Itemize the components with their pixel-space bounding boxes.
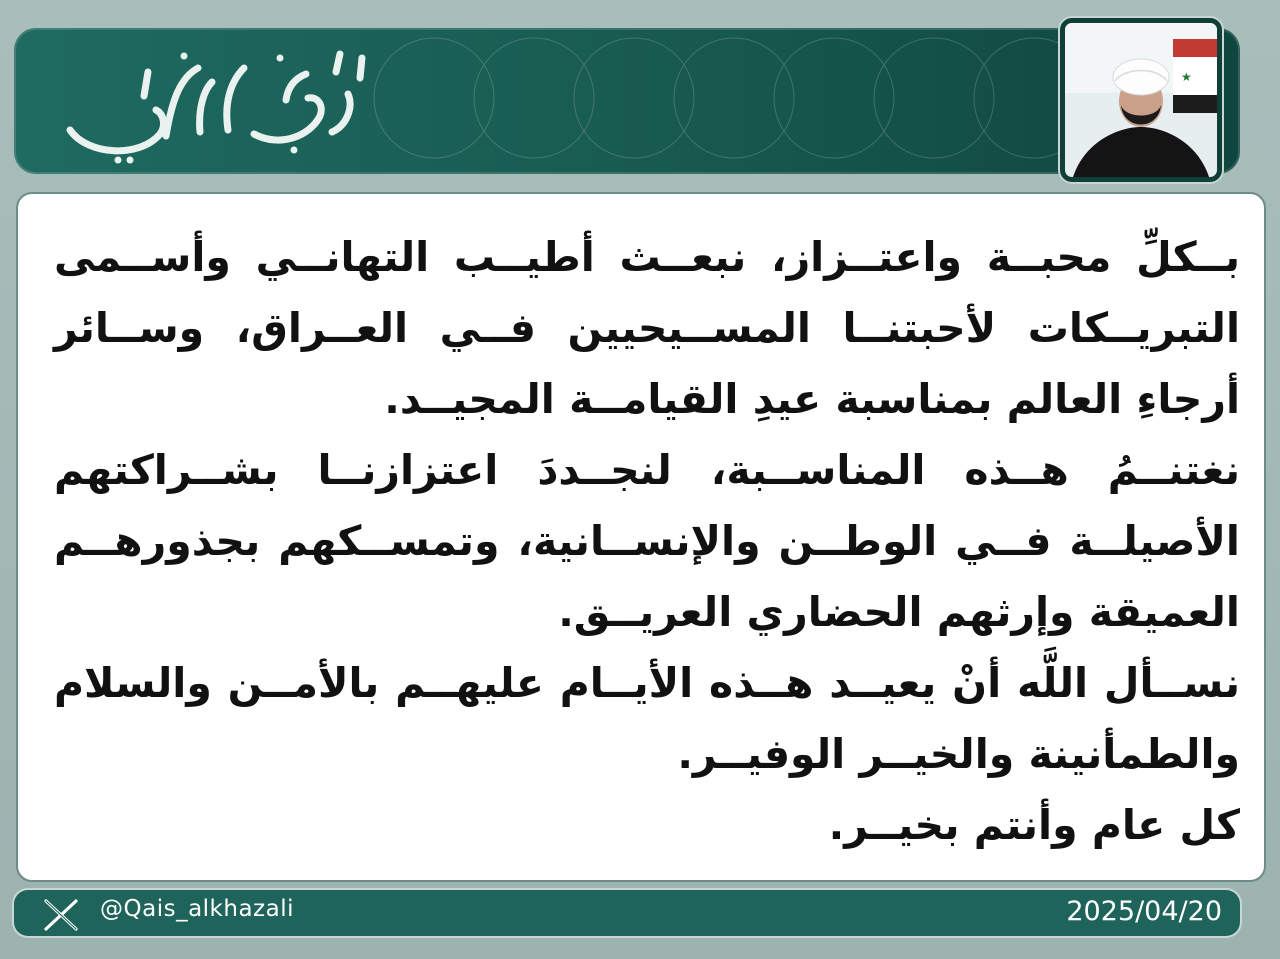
x-logo-icon[interactable] [36,897,86,933]
message-paragraph-4: كل عام وأنتم بخيــر. [828,801,1240,849]
footer-bar [14,890,1240,936]
message-text [54,222,1240,861]
calligraphy-logo [48,38,368,166]
message-paragraph-2: نغتنــمُ هــذه المناســبة، لنجــددَ اعتزازنــا بشــراكتهم الأصيلــة فــي الوطــن والإنســانية، وتمســكهم بجذورهــم العميقة وإرثهم الحضاري العريــق. [54,446,1240,636]
post-date: 2025/04/20 [1066,896,1222,927]
svg-text:★: ★ [1181,70,1192,84]
message-paragraph-1: بــكلِّ محبــة واعتــزاز، نبعــث أطيــب التهانــي وأســمى التبريــكات لأحبتنــا المســيحيين فــي العــراق، وســائر أرجاءِ العالم بمناسبة عيدِ القيامــة المجيــد. [54,233,1240,423]
message-card [16,192,1266,882]
header-banner [14,28,1240,174]
message-paragraph-3: نســأل اللَّه أنْ يعيــد هــذه الأيــام عليهــم بالأمــن والسلام والطمأنينة والخيــر الوفيــر. [54,659,1240,778]
account-handle[interactable]: @Qais_alkhazali [100,896,294,922]
portrait-frame [1060,18,1222,182]
portrait-image [1065,23,1217,177]
